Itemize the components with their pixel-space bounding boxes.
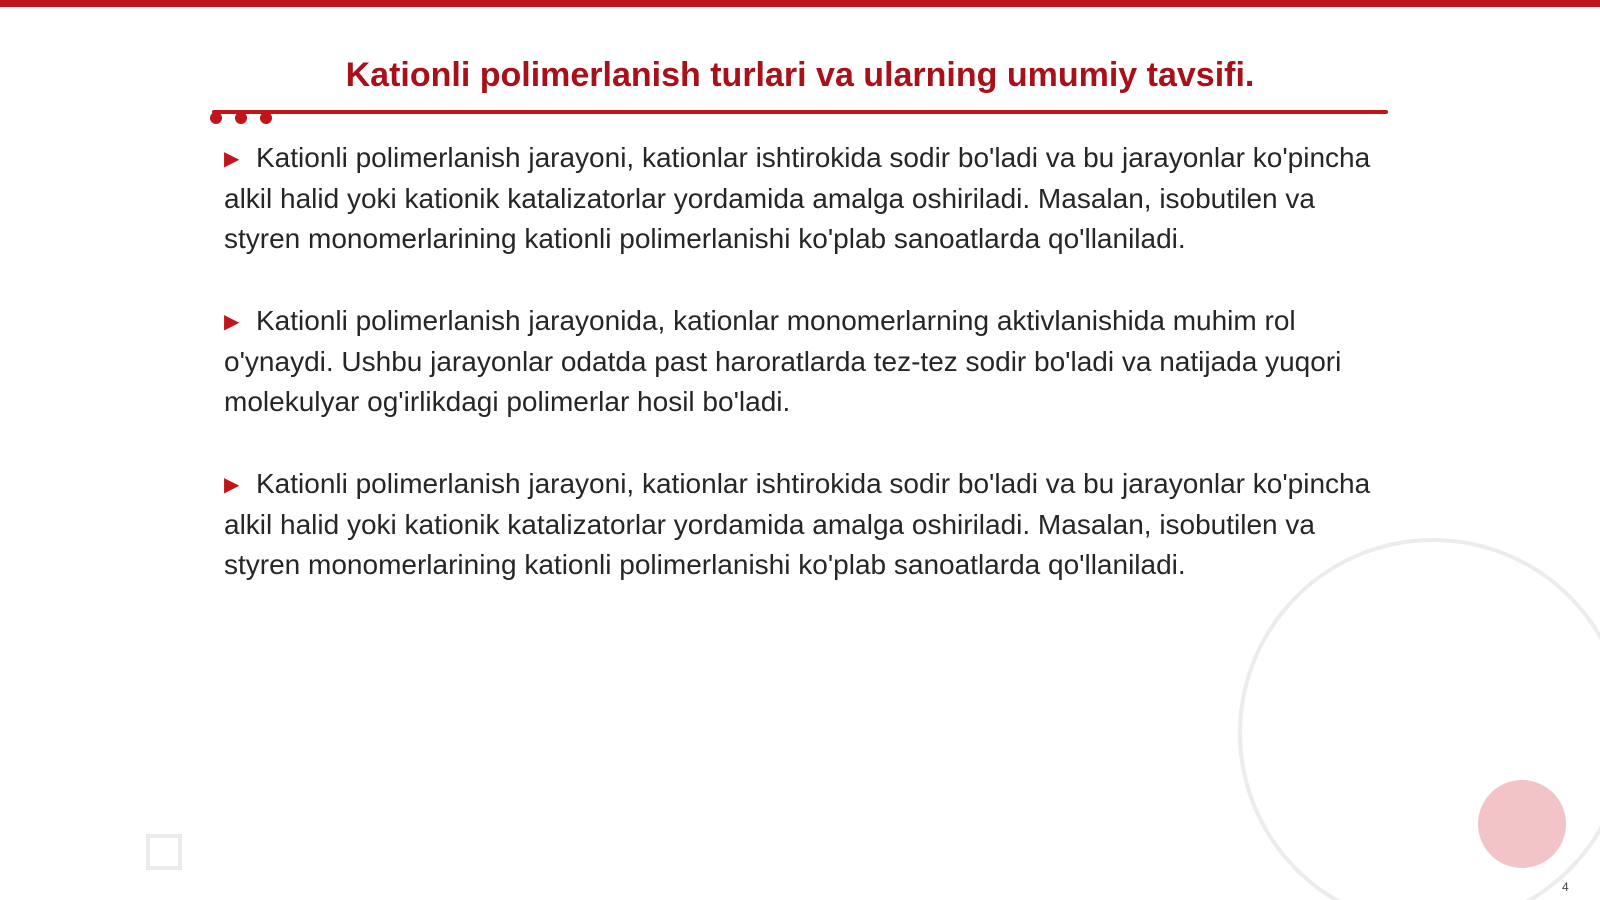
decor-dot: [235, 112, 247, 124]
top-accent-bar: [0, 0, 1600, 7]
decorative-disc: [1478, 780, 1566, 868]
triangle-bullet-icon: ▶: [224, 311, 240, 333]
decor-dot: [210, 112, 222, 124]
decorative-square: [146, 834, 182, 870]
bullet-list: [224, 138, 1374, 627]
triangle-bullet-icon: ▶: [224, 474, 240, 496]
bullet-item: [224, 301, 1374, 422]
page-number: 4: [1562, 880, 1569, 894]
triangle-bullet-icon: ▶: [224, 148, 240, 170]
decor-dot: [260, 112, 272, 124]
bullet-item: [224, 138, 1374, 259]
bullet-text: Kationli polimerlanish jarayoni, kationlar ishtirokida sodir bo'ladi va bu jarayonlar ko'pincha alkil halid yoki kationik katalizatorlar yordamida amalga oshiriladi. Masalan, isobutilen va styren monomerlarining kationli polimerlanishi ko'plab sanoatlarda qo'llaniladi.: [224, 468, 1371, 580]
slide-title: Kationli polimerlanish turlari va ularning umumiy tavsifi.: [345, 56, 1255, 94]
bullet-text: Kationli polimerlanish jarayoni, kationlar ishtirokida sodir bo'ladi va bu jarayonlar ko'pincha alkil halid yoki kationik katalizatorlar yordamida amalga oshiriladi. Masalan, isobutilen va styren monomerlarining kationli polimerlanishi ko'plab sanoatlarda qo'llaniladi.: [224, 142, 1371, 254]
title-underline: [212, 110, 1388, 114]
bullet-text: Kationli polimerlanish jarayonida, kationlar monomerlarning aktivlanishida muhim rol o'ynaydi. Ushbu jarayonlar odatda past haroratlarda tez-tez sodir bo'ladi va natijada yuqori molekulyar og'irlikdagi polimerlar hosil bo'ladi.: [224, 305, 1342, 417]
bullet-item: [224, 464, 1374, 585]
